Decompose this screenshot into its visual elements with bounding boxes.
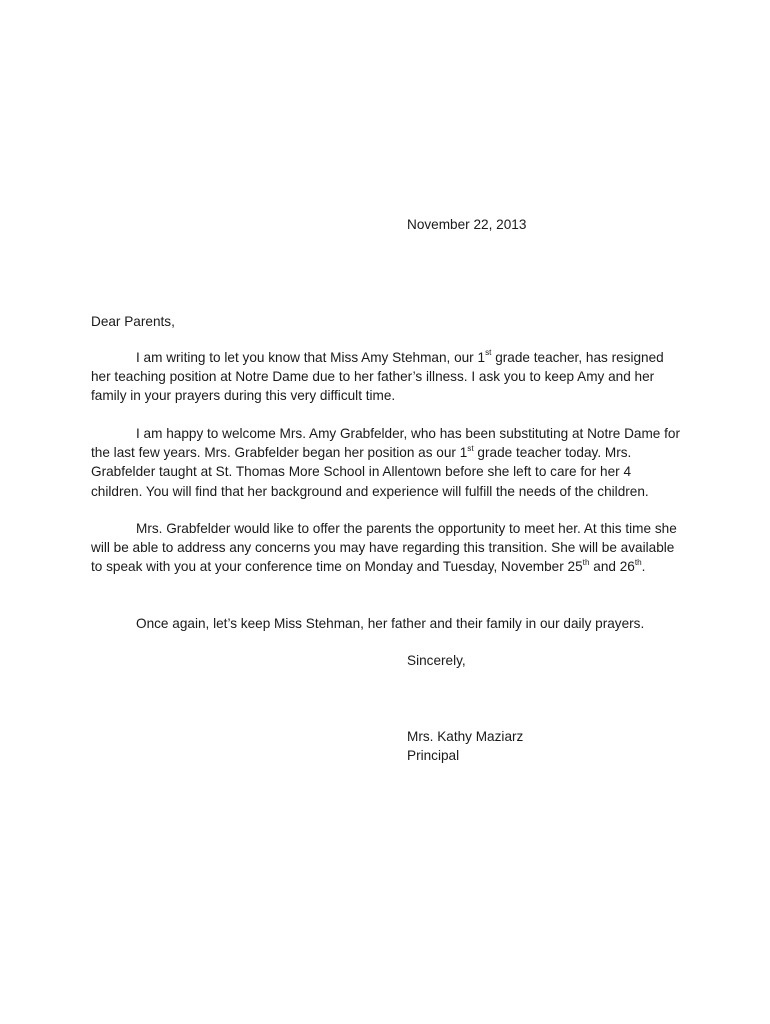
paragraph-2-text-a: I am happy to welcome Mrs. Amy Grabfelder, who has been substituting at Notre Dame for the last few years. Mrs. Grabfelder began her position as our 1	[91, 426, 681, 461]
letter-date: November 22, 2013	[407, 217, 527, 232]
paragraph-4-text: Once again, let’s keep Miss Stehman, her father and their family in our daily prayers.	[136, 616, 645, 631]
paragraph-1-text-b: grade teacher, has resigned her teaching position at Notre Dame due to her father’s illness. I ask you to keep Amy and her family in your prayers during this very difficult time.	[91, 350, 664, 404]
paragraph-3-ordinal-1: th	[582, 557, 590, 567]
paragraph-3-ordinal-2: th	[634, 557, 642, 567]
paragraph-2	[91, 424, 681, 501]
paragraph-2-ordinal: st	[467, 443, 474, 453]
signer-name: Mrs. Kathy Maziarz	[407, 729, 524, 744]
salutation: Dear Parents,	[91, 314, 175, 329]
paragraph-3-text-a: Mrs. Grabfelder would like to offer the parents the opportunity to meet her. At this time she will be able to address any concerns you may have regarding this transition. She will be available to speak with you at your conference time on Monday and Tuesday, November 25	[91, 521, 677, 575]
paragraph-2-text-b: grade teacher today. Mrs. Grabfelder taught at St. Thomas More School in Allentown before she left to care for her 4 children. You will find that her background and experience will fulfill the needs of the children.	[91, 445, 649, 499]
paragraph-4	[91, 614, 681, 633]
paragraph-3-text-b: and 26	[589, 559, 635, 575]
closing: Sincerely,	[407, 653, 466, 668]
paragraph-1	[91, 348, 681, 406]
paragraph-1-ordinal: st	[485, 348, 492, 358]
signer-title: Principal	[407, 748, 460, 763]
paragraph-3	[91, 519, 681, 577]
paragraph-3-text-c: .	[641, 559, 646, 575]
paragraph-1-text-a: I am writing to let you know that Miss Amy Stehman, our 1	[136, 350, 486, 365]
